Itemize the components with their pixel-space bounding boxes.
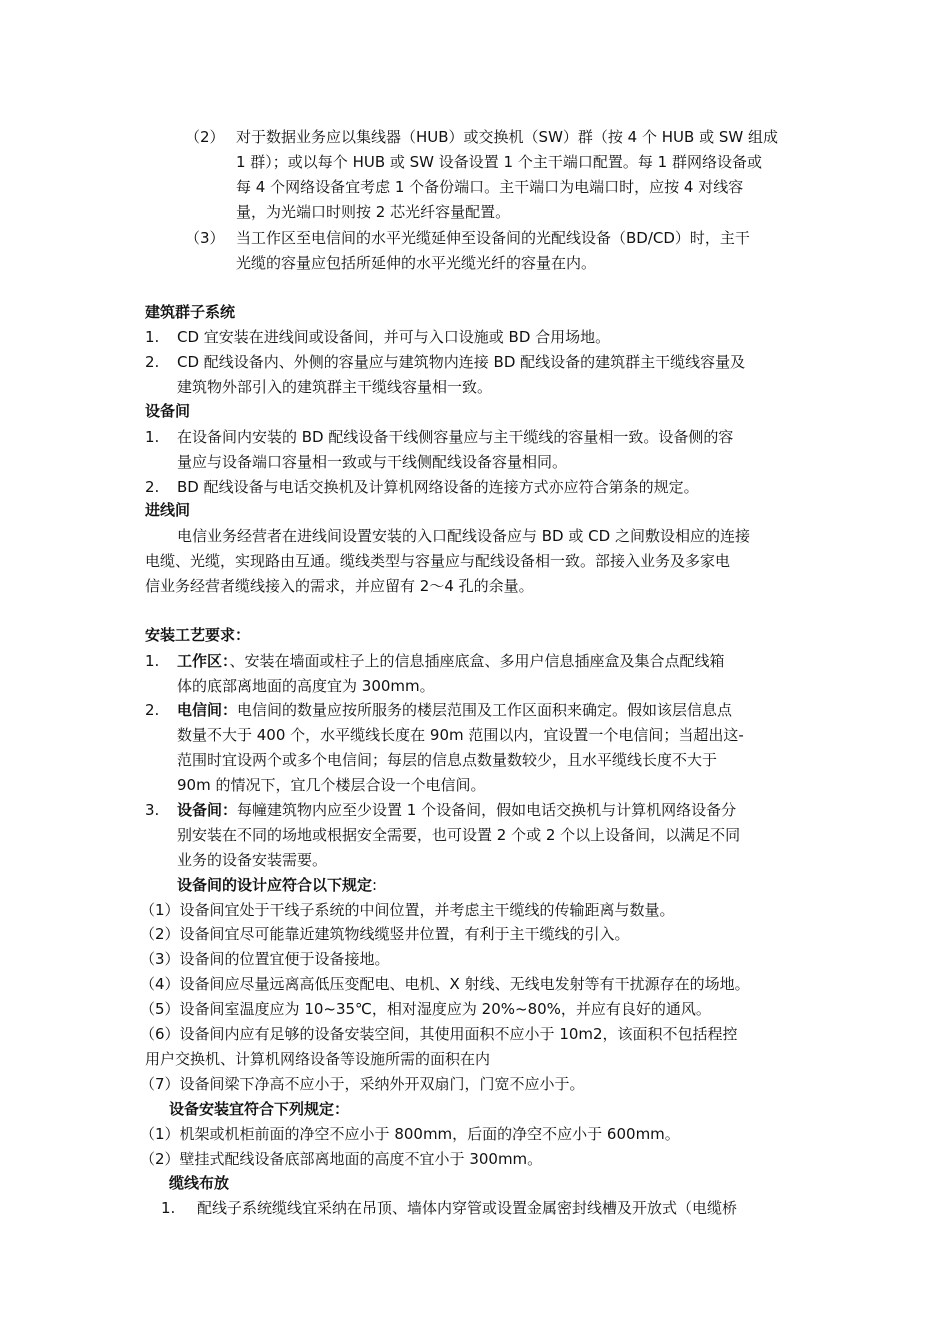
paragraph-line: 电缆、光缆，实现路由互通。缆线类型与容量应与配线设备相一致。部接入业务及多家电 xyxy=(145,552,731,570)
rule-line: （4）设备间应尽量远离高低压变配电、电机、X 射线、无线电发射等有干扰源存在的场地。 xyxy=(140,975,750,993)
list-item-text: 业务的设备安装需要。 xyxy=(177,851,328,869)
list-item-text: 建筑物外部引入的建筑群主干缆线容量相一致。 xyxy=(177,378,493,396)
item-text: 电信间的数量应按所服务的楼层范围及工作区面积来确定。假如该层信息点 xyxy=(237,701,733,719)
sub-item-marker: （2） xyxy=(185,128,225,146)
paragraph-line: 信业务经营者缆线接入的需求，并应留有 2～4 孔的余量。 xyxy=(145,577,534,595)
list-item-text: 体的底部离地面的高度宜为 300mm。 xyxy=(177,677,435,695)
list-number: 1. xyxy=(145,328,160,346)
rules-heading: 设备安装宜符合下列规定： xyxy=(169,1100,350,1118)
sub-item-line: 光缆的容量应包括所延伸的水平光缆光纤的容量在内。 xyxy=(236,254,597,272)
list-item-text: 量应与设备端口容量相一致或与干线侧配线设备容量相同。 xyxy=(177,453,568,471)
sub-item-line: 每 4 个网络设备宜考虑 1 个备份端口。主干端口为电端口时，应按 4 对线容 xyxy=(236,178,744,196)
rules-heading-suffix: : xyxy=(372,876,378,894)
list-item-text: CD 配线设备内、外侧的容量应与建筑物内连接 BD 配线设备的建筑群主干缆线容量及 xyxy=(177,353,746,371)
sub-item-line: 当工作区至电信间的水平光缆延伸至设备间的光配线设备（BD/CD）时，主干 xyxy=(236,229,750,247)
rule-line: （3）设备间的位置宜便于设备接地。 xyxy=(140,950,390,968)
item-text: 、安装在墙面或柱子上的信息插座底盒、多用户信息插座盒及集合点配线箱 xyxy=(229,652,725,670)
list-item-text: 别安装在不同的场地或根据安全需要，也可设置 2 个或 2 个以上设备间，以满足不同 xyxy=(177,826,741,844)
rule-line: （6）设备间内应有足够的设备安装空间，其使用面积不应小于 10m2，该面积不包括程控 xyxy=(140,1025,738,1043)
rule-line: （7）设备间梁下净高不应小于，采纳外开双扇门，门宽不应小于。 xyxy=(140,1075,585,1093)
list-item-text xyxy=(177,800,736,820)
sub-item-line: 1 群）；或以每个 HUB 或 SW 设备设置 1 个主干端口配置。每 1 群网络设备或 xyxy=(236,153,762,171)
sub-item-marker: （3） xyxy=(185,229,225,247)
rule-line: 用户交换机、计算机网络设备等设施所需的面积在内 xyxy=(145,1050,491,1068)
rules-heading xyxy=(177,875,377,895)
rule-line: （1）设备间宜处于干线子系统的中间位置，并考虑主干缆线的传输距离与数量。 xyxy=(140,901,675,919)
rule-line: （1）机架或机柜前面的净空不应小于 800mm，后面的净空不应小于 600mm。 xyxy=(140,1125,680,1143)
list-number: 1. xyxy=(145,652,160,670)
rules-heading-text: 设备间的设计应符合以下规定 xyxy=(177,876,373,894)
sub-item-line: 对于数据业务应以集线器（HUB）或交换机（SW）群（按 4 个 HUB 或 SW 组成 xyxy=(236,128,778,146)
list-item-text xyxy=(177,700,732,720)
item-label: 电信间： xyxy=(177,701,238,719)
list-number: 3. xyxy=(145,801,160,819)
paragraph-line: 电信业务经营者在进线间设置安装的入口配线设备应与 BD 或 CD 之间敷设相应的连接 xyxy=(177,527,750,545)
list-item-text: 在设备间内安装的 BD 配线设备干线侧容量应与主干缆线的容量相一致。设备侧的容 xyxy=(177,428,734,446)
section-heading: 缆线布放 xyxy=(169,1174,230,1192)
item-label: 工作区： xyxy=(177,652,230,670)
section-heading: 设备间 xyxy=(145,402,191,420)
item-text: 每幢建筑物内应至少设置 1 个设备间，假如电话交换机与计算机网络设备分 xyxy=(237,801,737,819)
list-item-text: CD 宜安装在进线间或设备间，并可与入口设施或 BD 合用场地。 xyxy=(177,328,611,346)
list-item-text: 数量不大于 400 个，水平缆线长度在 90m 范围以内，宜设置一个电信间；当超出这- xyxy=(177,726,744,744)
item-label: 设备间： xyxy=(177,801,238,819)
list-item-text xyxy=(177,651,725,671)
section-heading: 建筑群子系统 xyxy=(145,303,236,321)
list-item-text: BD 配线设备与电话交换机及计算机网络设备的连接方式亦应符合第条的规定。 xyxy=(177,478,699,496)
list-item-text: 90m 的情况下，宜几个楼层合设一个电信间。 xyxy=(177,776,486,794)
list-item-text: 范围时宜设两个或多个电信间；每层的信息点数量数较少，且水平缆线长度不大于 xyxy=(177,751,718,769)
rule-line: （2）设备间宜尽可能靠近建筑物线缆竖井位置，有利于主干缆线的引入。 xyxy=(140,925,630,943)
rule-line: （5）设备间室温度应为 10~35℃，相对湿度应为 20%~80%，并应有良好的通风。 xyxy=(140,1000,711,1018)
section-heading: 安装工艺要求： xyxy=(145,626,251,644)
list-number: 2. xyxy=(145,701,160,719)
list-number: 2. xyxy=(145,353,160,371)
rule-line: （2）壁挂式配线设备底部离地面的高度不宜小于 300mm。 xyxy=(140,1150,543,1168)
sub-item-line: 量，为光端口时则按 2 芯光纤容量配置。 xyxy=(236,203,511,221)
list-number: 2. xyxy=(145,478,160,496)
list-item-text: 配线子系统缆线宜采纳在吊顶、墙体内穿管或设置金属密封线槽及开放式（电缆桥 xyxy=(197,1199,738,1217)
section-heading: 进线间 xyxy=(145,501,191,519)
list-number: 1. xyxy=(161,1199,176,1217)
list-number: 1. xyxy=(145,428,160,446)
